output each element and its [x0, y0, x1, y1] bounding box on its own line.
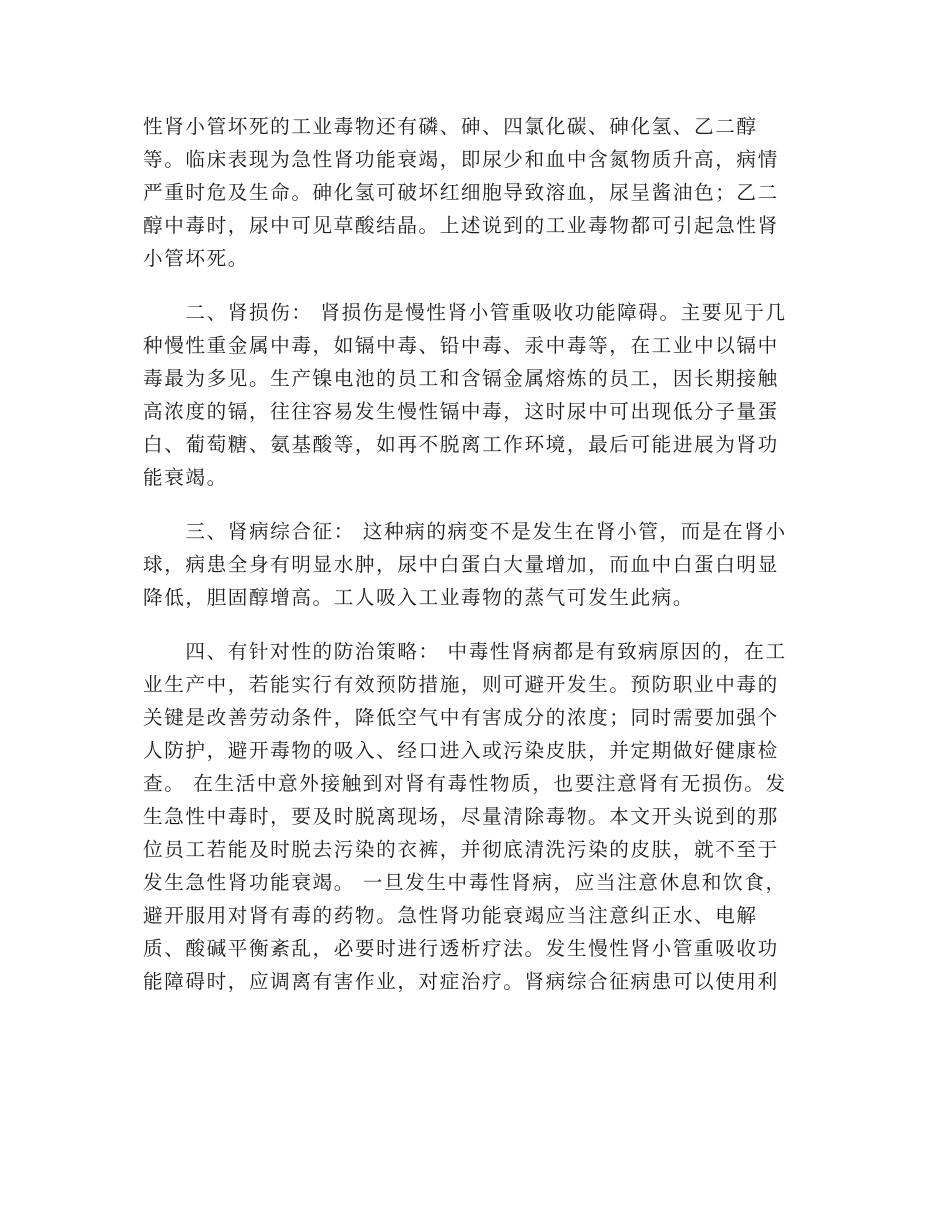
- paragraph-spacer: [143, 614, 809, 635]
- text-line: 发生急性肾功能衰竭。 一旦发生中毒性肾病，应当注意休息和饮食，: [143, 871, 787, 894]
- text-line: 避开服用对肾有毒的药物。急性肾功能衰竭应当注意纠正水、电解: [143, 904, 758, 927]
- paragraph-2: [143, 296, 809, 494]
- text-line: 醇中毒时，尿中可见草酸结晶。上述说到的工业毒物都可引起急性肾: [143, 214, 779, 237]
- text-line: 性肾小管坏死的工业毒物还有磷、砷、四氯化碳、砷化氢、乙二醇: [143, 115, 758, 138]
- text-line: 毒最为多见。生产镍电池的员工和含镉金属熔炼的员工，因长期接触: [143, 367, 779, 390]
- text-line: 业生产中，若能实行有效预防措施，则可避开发生。预防职业中毒的: [143, 673, 779, 696]
- text-line: 等。临床表现为急性肾功能衰竭，即尿少和血中含氮物质升高，病情: [143, 148, 779, 171]
- text-line: 严重时危及生命。砷化氢可破坏红细胞导致溶血，尿呈酱油色；乙二: [143, 181, 779, 204]
- text-line: 种慢性重金属中毒，如镉中毒、铅中毒、汞中毒等，在工业中以镉中: [143, 334, 779, 357]
- text-line: 位员工若能及时脱去污染的衣裤，并彻底清洗污染的皮肤，就不至于: [143, 838, 779, 861]
- paragraph-1: [143, 110, 809, 275]
- paragraph-4: [143, 635, 809, 998]
- text-line: 小管坏死。: [143, 247, 249, 270]
- text-line: 球，病患全身有明显水肿，尿中白蛋白大量增加，而血中白蛋白明显: [143, 553, 779, 576]
- text-line: 关键是改善劳动条件，降低空气中有害成分的浓度；同时需要加强个: [143, 706, 779, 729]
- text-line: 质、酸碱平衡紊乱，必要时进行透析疗法。发生慢性肾小管重吸收功: [143, 937, 779, 960]
- text-line: 人防护，避开毒物的吸入、经口进入或污染皮肤，并定期做好健康检: [143, 739, 779, 762]
- text-line: 能障碍时，应调离有害作业，对症治疗。肾病综合征病患可以使用利: [143, 970, 779, 993]
- paragraph-3: [143, 515, 809, 614]
- paragraph-spacer: [143, 494, 809, 515]
- paragraph-spacer: [143, 275, 809, 296]
- text-line: 三、肾病综合征： 这种病的病变不是发生在肾小管，而是在肾小: [143, 520, 787, 543]
- text-line: 生急性中毒时，要及时脱离现场，尽量清除毒物。本文开头说到的那: [143, 805, 779, 828]
- text-line: 查。 在生活中意外接触到对肾有毒性物质，也要注意肾有无损伤。发: [143, 772, 787, 795]
- document-body: [143, 110, 809, 998]
- text-line: 降低，胆固醇增高。工人吸入工业毒物的蒸气可发生此病。: [143, 586, 695, 609]
- text-line: 四、有针对性的防治策略： 中毒性肾病都是有致病原因的，在工: [143, 640, 787, 663]
- text-line: 白、葡萄糖、氨基酸等，如再不脱离工作环境，最后可能进展为肾功: [143, 433, 779, 456]
- text-line: 二、肾损伤： 肾损伤是慢性肾小管重吸收功能障碍。主要见于几: [143, 301, 787, 324]
- text-line: 高浓度的镉，往往容易发生慢性镉中毒，这时尿中可出现低分子量蛋: [143, 400, 779, 423]
- text-line: 能衰竭。: [143, 466, 228, 489]
